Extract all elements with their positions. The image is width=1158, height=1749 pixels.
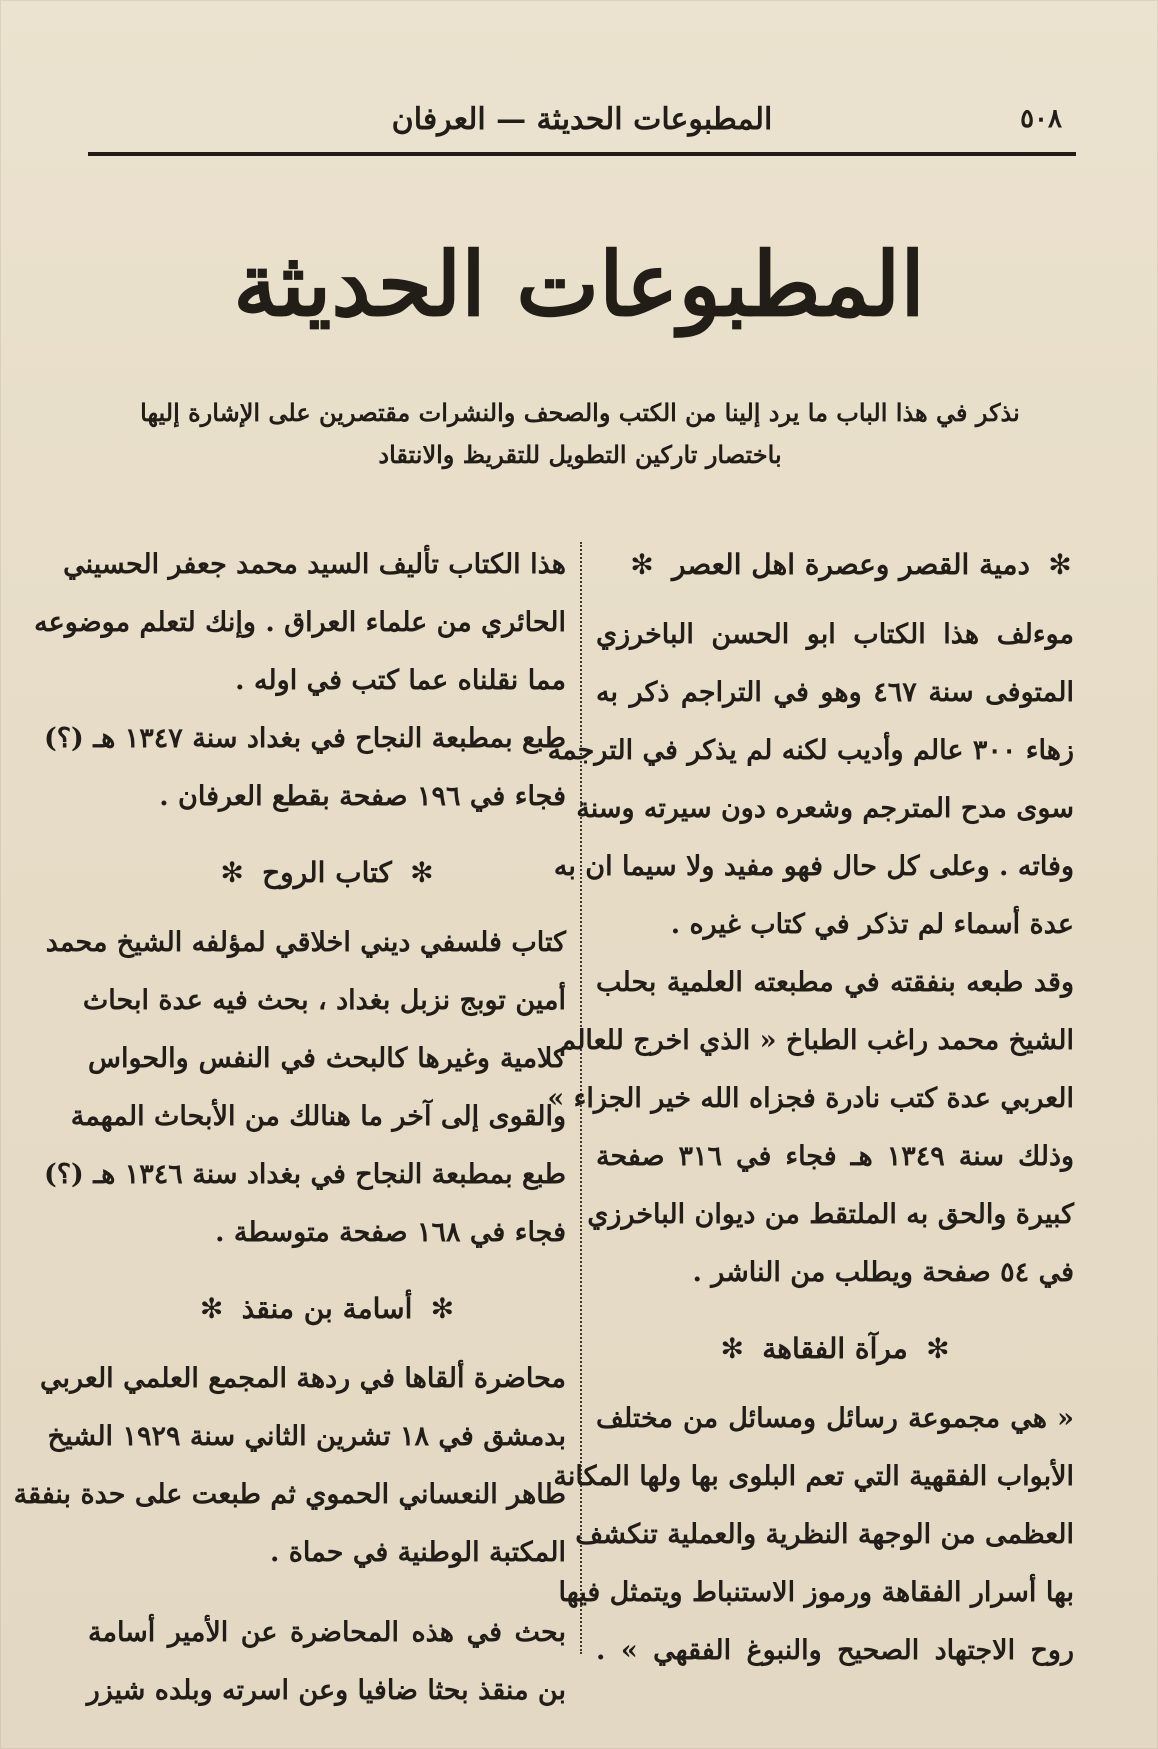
right-line-12: في ٥٤ صفحة ويطلب من الناشر .	[692, 1257, 1074, 1288]
left-line-9: والقوى إلى آخر ما هنالك من الأبحاث المهمة	[70, 1101, 566, 1132]
asterisk-ornament-icon: ✻	[720, 1332, 744, 1365]
intro-line-2: باختصار تاركين التطويل للتقريظ والانتقاد	[378, 440, 782, 469]
section-title: المطبوعات الحديثة	[233, 232, 925, 336]
asterisk-ornament-icon: ✻	[1048, 548, 1072, 581]
book-title-usama-bin-munqidh: أسامة بن منقذ	[241, 1292, 413, 1325]
left-line-1: هذا الكتاب تأليف السيد محمد جعفر الحسيني	[63, 549, 566, 580]
right-column	[547, 536, 1075, 1666]
right-line-5: وفاته . وعلى كل حال فهو مفيد ولا سيما ان به	[553, 851, 1074, 882]
right-line-17: روح الاجتهاد الصحيح والنبوغ الفقهي » .	[596, 1635, 1074, 1666]
book-heading-mirat-al-fuqaha	[596, 1320, 1074, 1378]
left-line-4: طبع بمطبعة النجاح في بغداد سنة ١٣٤٧ هـ (؟)	[43, 723, 566, 754]
asterisk-ornament-icon: ✻	[630, 548, 654, 581]
left-line-11: فجاء في ١٦٨ صفحة متوسطة .	[215, 1217, 566, 1248]
left-line-7: أمين توبج نزبل بغداد ، بحث فيه عدة ابحاث	[82, 985, 566, 1016]
right-line-16: بها أسرار الفقاهة ورموز الاستنباط ويتمثل فيها	[558, 1577, 1074, 1608]
right-line-9: العربي عدة كتب نادرة فجزاه الله خير الجزاء »	[547, 1083, 1074, 1114]
right-line-2: المتوفى سنة ٤٦٧ وهو في التراجم ذكر به	[596, 677, 1074, 708]
left-line-15: المكتبة الوطنية في حماة .	[269, 1537, 566, 1568]
right-line-1: موءلف هذا الكتاب ابو الحسن الباخرزي	[596, 619, 1074, 650]
left-column	[13, 536, 566, 1706]
running-title: المطبوعات الحديثة — العرفان	[391, 102, 773, 137]
left-line-5: فجاء في ١٩٦ صفحة بقطع العرفان .	[159, 781, 566, 812]
intro-paragraph	[140, 392, 1020, 476]
right-line-8: الشيخ محمد راغب الطباخ « الذي اخرج للعالم	[559, 1025, 1074, 1056]
left-line-13: بدمشق في ١٨ تشرين الثاني سنة ١٩٢٩ الشيخ	[47, 1421, 566, 1452]
right-line-15: العظمى من الوجهة النظرية والعملية تنكشف	[575, 1519, 1074, 1550]
left-line-3: مما نقلناه عما كتب في اوله .	[235, 665, 566, 696]
right-line-7: وقد طبعه بنفقته في مطبعته العلمية بحلب	[596, 967, 1074, 998]
left-line-17: بن منقذ بحثا ضافيا وعن اسرته وبلده شيزر	[86, 1675, 566, 1706]
header-rule	[88, 152, 1076, 156]
right-line-10: وذلك سنة ١٣٤٩ هـ فجاء في ٣١٦ صفحة	[596, 1141, 1075, 1172]
left-line-6: كتاب فلسفي ديني اخلاقي لمؤلفه الشيخ محمد	[45, 927, 566, 958]
page-number: ٥٠٨	[1020, 104, 1062, 134]
left-line-8: كلامية وغيرها كالبحث في النفس والحواس	[88, 1043, 566, 1074]
left-line-16: بحث في هذه المحاضرة عن الأمير أسامة	[88, 1617, 566, 1648]
article-columns	[13, 536, 1075, 1706]
asterisk-ornament-icon: ✻	[199, 1292, 224, 1325]
left-line-12: محاضرة ألقاها في ردهة المجمع العلمي العربي	[40, 1363, 566, 1394]
right-line-14: الأبواب الفقهية التي تعم البلوى بها ولها المكانة	[553, 1461, 1074, 1492]
left-line-10: طبع بمطبعة النجاح في بغداد سنة ١٣٤٦ هـ (؟)	[43, 1159, 566, 1190]
right-line-3: زهاء ٣٠٠ عالم وأديب لكنه لم يذكر في الترجمة	[547, 735, 1074, 766]
right-line-4: سوى مدح المترجم وشعره دون سيرته وسنة	[576, 793, 1074, 824]
asterisk-ornament-icon: ✻	[430, 1292, 455, 1325]
book-title-mirat-al-fuqaha: مرآة الفقاهة	[762, 1332, 908, 1365]
right-line-13: « هي مجموعة رسائل ومسائل من مختلف	[596, 1403, 1074, 1434]
book-heading-usama-bin-munqidh	[88, 1280, 566, 1338]
book-title-kitab-al-ruh: كتاب الروح	[262, 856, 392, 889]
running-head	[88, 86, 1076, 156]
left-line-2: الحائري من علماء العراق . وإنك لتعلم موضوعه	[34, 607, 566, 638]
asterisk-ornament-icon: ✻	[926, 1332, 950, 1365]
book-heading-kitab-al-ruh	[88, 844, 566, 902]
right-line-6: عدة أسماء لم تذكر في كتاب غيره .	[670, 909, 1074, 940]
asterisk-ornament-icon: ✻	[220, 856, 244, 889]
book-title-dumiyat-al-qasr: دمية القصر وعصرة اهل العصر	[671, 548, 1030, 581]
left-line-14: طاهر النعساني الحموي ثم طبعت على حدة بنفقة	[13, 1479, 566, 1510]
book-heading-dumiyat-al-qasr	[596, 536, 1074, 594]
right-line-11: كبيرة والحق به الملتقط من ديوان الباخرزي	[587, 1199, 1074, 1230]
intro-line-1: نذكر في هذا الباب ما يرد إلينا من الكتب والصحف والنشرات مقتصرين على الإشارة إليها	[140, 398, 1020, 427]
asterisk-ornament-icon: ✻	[410, 856, 434, 889]
